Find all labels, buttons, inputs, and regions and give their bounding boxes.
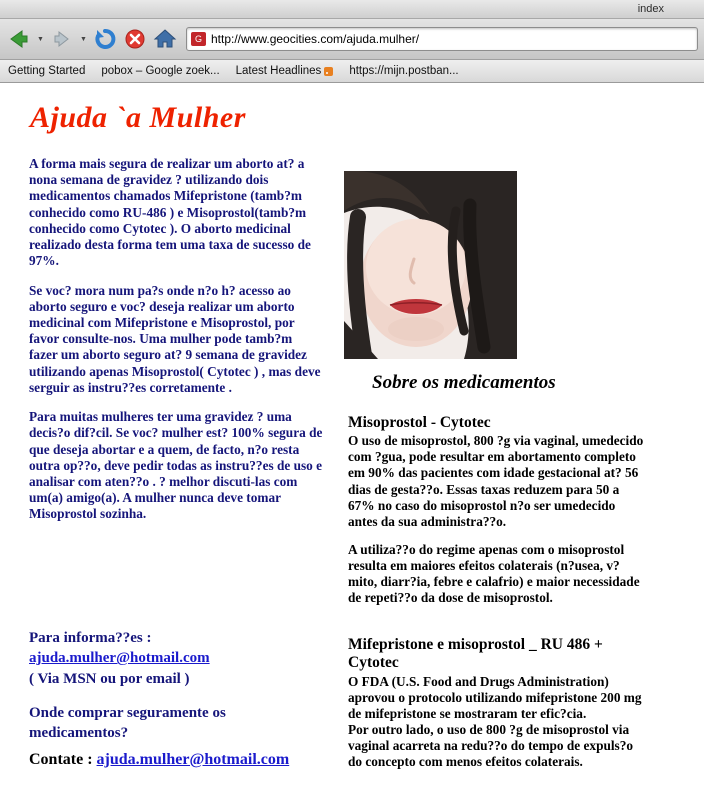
intro-paragraph-2: Se voc? mora num pa?s onde n?o h? acesso ao aborto seguro e voc? deseja realizar um aborto medicinal com Mifepristone e Misoprostol, por favor consulte-nos. Uma mulher pode tamb?m fazer um aborto seguro at? 9 semana de gravidez utilizando apenas Misoprostol( Cytotec ) , mas deve serguir as instru??es corretamente . [29, 282, 321, 395]
contact-info-label: Para informa??es : [29, 630, 152, 646]
contact-final-label: Contate : [29, 751, 97, 768]
misoprostol-paragraph-1: O uso de misoprostol, 800 ?g via vaginal, umedecido com ?gua, pode resultar em abortamento completo em 90% das pacientes com idade gestacional at? 56 dias de gesta??o. Essas taxas reduzem para 50 a 67% no caso do misoprostol n?o ser umedecido antes da sua administra??o. [348, 433, 644, 529]
stop-button[interactable] [122, 26, 148, 52]
page-title: Ajuda `a Mulher [30, 101, 246, 134]
back-dropdown-icon[interactable]: ▼ [37, 35, 44, 43]
bookmark-label: Getting Started [8, 65, 86, 77]
back-button[interactable] [6, 26, 32, 52]
misoprostol-paragraph-2: A utiliza??o do regime apenas com o misoprostol resulta em maiores efeitos colaterais (n?usea, v?mito, diarr?ia, febre e calafrio) e maior necessidade de repeti??o da dose de misoprostol. [348, 541, 640, 605]
window-title-bar [0, 0, 704, 19]
bookmark-pobox-google[interactable] [101, 65, 219, 77]
mifepristone-paragraph-2: Por outro lado, o uso de 800 ?g de misoprostol via vaginal acarreta na redu??o do tempo de expuls?o do concepto com menos efeitos colaterais. [348, 721, 634, 770]
subheading-misoprostol: Misoprostol - Cytotec [348, 414, 491, 431]
intro-text-column [29, 156, 324, 536]
bookmark-mijn-postbank[interactable] [349, 65, 458, 77]
subheading-mifepristone: Mifepristone e misoprostol _ RU 486 + Cytotec [348, 636, 603, 672]
section-heading-medicamentos: Sobre os medicamentos [372, 372, 556, 393]
bookmarks-bar [0, 60, 704, 83]
address-bar[interactable] [186, 27, 698, 51]
contact-via-label: ( Via MSN ou por email ) [29, 670, 190, 687]
hero-photo [344, 171, 517, 359]
site-favicon: G [191, 32, 206, 46]
bookmark-label: Latest Headlines [235, 65, 322, 77]
rss-feed-icon [324, 67, 333, 76]
mifepristone-paragraph-1: O FDA (U.S. Food and Drugs Administration) aprovou o protocolo utilizando mifepristone 200 mg de mifepristone se mostraram ter efic?cia. [348, 673, 642, 721]
contact-final-line [29, 751, 289, 769]
medications-column [348, 414, 648, 782]
intro-paragraph-3: Para muitas mulheres ter uma gravidez ? uma decis?o dif?cil. Se voc? mulher est? 100% segura de que deseja abortar e a quem, de facto, n?o resta outra op??o, deve pedir todas as instru??es de uso e analisar com aten??o . ? melhor discuti-las com um(a) amigo(a). A mulher nunca deve tomar Misoprostol sozinha. [29, 409, 323, 522]
bookmark-getting-started[interactable] [8, 65, 85, 77]
bookmark-latest-headlines[interactable] [236, 65, 334, 77]
browser-toolbar [0, 19, 704, 60]
bookmark-label: pobox – Google zoek... [101, 65, 220, 77]
buy-question-line1: Onde comprar seguramente os [29, 704, 226, 721]
buy-question-line2: medicamentos? [29, 725, 129, 741]
window-title: index [637, 3, 664, 15]
address-bar-text: http://www.geocities.com/ajuda.mulher/ [211, 32, 420, 46]
contact-final-email-link[interactable]: ajuda.mulher@hotmail.com [96, 751, 290, 768]
reload-button[interactable] [92, 26, 118, 52]
intro-paragraph-1: A forma mais segura de realizar um aborto at? a nona semana de gravidez ? utilizando dois medicamentos chamados Mifepristone (tamb?m conhecido como RU-486 ) e Misoprostol(tamb?m conhecido como Cytotec ). O aborto medicinal realizado desta forma tem uma taxa de sucesso de 97%. [29, 156, 311, 269]
home-button[interactable] [152, 26, 178, 52]
forward-dropdown-icon[interactable]: ▼ [80, 35, 87, 43]
bookmark-label: https://mijn.postban... [349, 65, 459, 77]
contact-spacer [29, 689, 329, 703]
contact-block [29, 628, 329, 743]
forward-button[interactable] [49, 26, 75, 52]
page-viewport [0, 83, 704, 794]
contact-email-link[interactable]: ajuda.mulher@hotmail.com [29, 650, 210, 667]
